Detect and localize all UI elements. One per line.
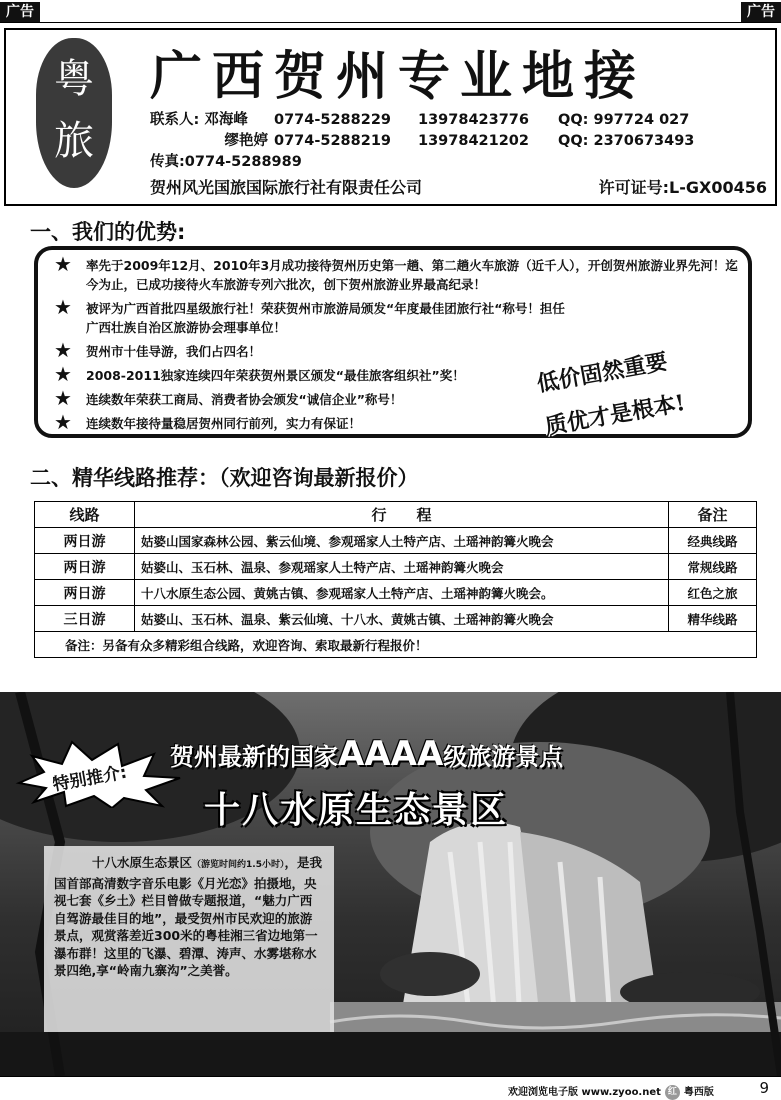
- col-header-route: 线路: [35, 502, 135, 528]
- list-item: [52, 295, 740, 337]
- desc-note: （游览时间约1.5小时）: [192, 860, 285, 870]
- contact-name: 缪艳婷: [224, 133, 268, 149]
- advantage-text: 贺州市十佳导游，我们占四名！: [86, 344, 262, 359]
- footer: [0, 1076, 781, 1100]
- col-header-itinerary: 行 程: [135, 502, 669, 528]
- route-note: 精华线路: [669, 606, 757, 632]
- footer-text: [508, 1083, 714, 1100]
- advantages-heading: 一、我们的优势:: [30, 220, 186, 244]
- desc-body: ，是我国首部高清数字音乐电影《月光恋》拍摄地，央视七套《乡土》栏目曾做专题报道，“魅力广西自驾游最佳目的地”，最受贺州市民欢迎的旅游景点，观赏落差近300米的粤桂湘三省边地第一瀑布群！这里的飞瀑、碧潭、涛声、水雾堪称水景四绝,享“岭南九寨沟”之美誉。: [54, 855, 322, 978]
- footer-edition: 粤西版: [683, 1087, 714, 1098]
- contact-mobile: 13978421202: [418, 133, 529, 149]
- headline-grade: AAAA: [338, 734, 444, 774]
- routes-heading: 二、精华线路推荐：（欢迎咨询最新报价）: [30, 466, 419, 490]
- contact-tel: 0774-5288219: [274, 133, 391, 149]
- grade-headline: [170, 734, 563, 774]
- table-row: [35, 580, 757, 606]
- contact-name: 联系人: 邓海峰: [150, 112, 248, 128]
- scenic-title: 十八水原生态景区: [204, 790, 509, 831]
- contact-mobile: 13978423776: [418, 112, 529, 128]
- star-icon: ★: [54, 362, 72, 386]
- table-row: [35, 606, 757, 632]
- advantage-text: 连续数年荣获工商局、消费者协会颁发“诚信企业”称号！: [86, 392, 403, 407]
- slogan-line-1: 低价固然重要: [535, 348, 670, 398]
- advantage-text: 率先于2009年12月、2010年3月成功接待贺州历史第一趟、第二趟火车旅游（近千人），开创贺州旅游业界先河！迄今为止，已成功接待火车旅游专列六批次，创下贺州旅游业界最高纪录！: [86, 258, 738, 292]
- footer-browse: 欢迎浏览电子版 www.zyoo.net: [508, 1087, 661, 1098]
- contact-qq: QQ: 2370673493: [558, 133, 695, 149]
- company-name: 贺州风光国旅国际旅行社有限责任公司: [150, 178, 423, 197]
- slogan-line-2: 质优才是根本!: [543, 389, 688, 441]
- route-note: 常规线路: [669, 554, 757, 580]
- headline-pre: 贺州最新的国家: [170, 743, 338, 771]
- route-note: 经典线路: [669, 528, 757, 554]
- star-icon: ★: [54, 295, 72, 319]
- table-header-row: [35, 502, 757, 528]
- ad-tag-left: 广告: [0, 2, 40, 22]
- list-item: [52, 252, 740, 294]
- contact-tel: 0774-5288229: [274, 112, 391, 128]
- route-type: 两日游: [35, 580, 135, 606]
- star-icon: ★: [54, 338, 72, 362]
- contact-row-1: [150, 108, 689, 129]
- logo: 粤旅: [36, 38, 112, 188]
- table-row: [35, 528, 757, 554]
- route-type: 两日游: [35, 554, 135, 580]
- header-box: [4, 28, 777, 206]
- table-remark-row: [35, 632, 757, 658]
- contact-row-2: [150, 129, 694, 150]
- page-title: 广西贺州专业地接: [150, 46, 647, 107]
- col-header-note: 备注: [669, 502, 757, 528]
- special-badge: 特别推介:: [51, 762, 129, 796]
- star-icon: ★: [54, 386, 72, 410]
- routes-table: [34, 501, 757, 658]
- advantage-text: 连续数年接待量稳居贺州同行前列，实力有保证！: [86, 416, 362, 431]
- advantage-text: 被评为广西首批四星级旅行社！荣获贺州市旅游局颁发“年度最佳团旅行社“称号！担任广西壮族自治区旅游协会理事单位！: [86, 301, 565, 335]
- route-itinerary: 姑婆山、玉石林、温泉、参观瑶家人土特产店、土瑶神韵篝火晚会: [135, 554, 669, 580]
- star-icon: ★: [54, 252, 72, 276]
- ad-tag-right: 广告: [741, 2, 781, 22]
- license-number: 许可证号:L-GX00456: [598, 178, 767, 197]
- route-itinerary: 姑婆山、玉石林、温泉、紫云仙境、十八水、黄姚古镇、土瑶神韵篝火晚会: [135, 606, 669, 632]
- table-row: [35, 554, 757, 580]
- route-type: 三日游: [35, 606, 135, 632]
- edition-badge: 红: [665, 1085, 680, 1100]
- headline-post: 级旅游景点: [443, 743, 564, 771]
- star-icon: ★: [54, 410, 72, 434]
- top-divider: [0, 22, 781, 23]
- advantage-text: 2008-2011独家连续四年荣获贺州景区颁发“最佳旅客组织社”奖！: [86, 368, 465, 383]
- scenic-description: [44, 846, 334, 1032]
- route-itinerary: 姑婆山国家森林公园、紫云仙境、参观瑶家人土特产店、土瑶神韵篝火晚会: [135, 528, 669, 554]
- route-itinerary: 十八水原生态公园、黄姚古镇、参观瑶家人土特产店、土瑶神韵篝火晚会。: [135, 580, 669, 606]
- contact-qq: QQ: 997724 027: [558, 112, 690, 128]
- fax: 传真:0774-5288989: [150, 154, 302, 170]
- routes-remark: 备注：另备有众多精彩组合线路，欢迎咨询、索取最新行程报价！: [35, 632, 757, 658]
- route-note: 红色之旅: [669, 580, 757, 606]
- page-number: 9: [759, 1079, 769, 1097]
- route-type: 两日游: [35, 528, 135, 554]
- desc-title: 十八水原生态景区: [92, 855, 193, 870]
